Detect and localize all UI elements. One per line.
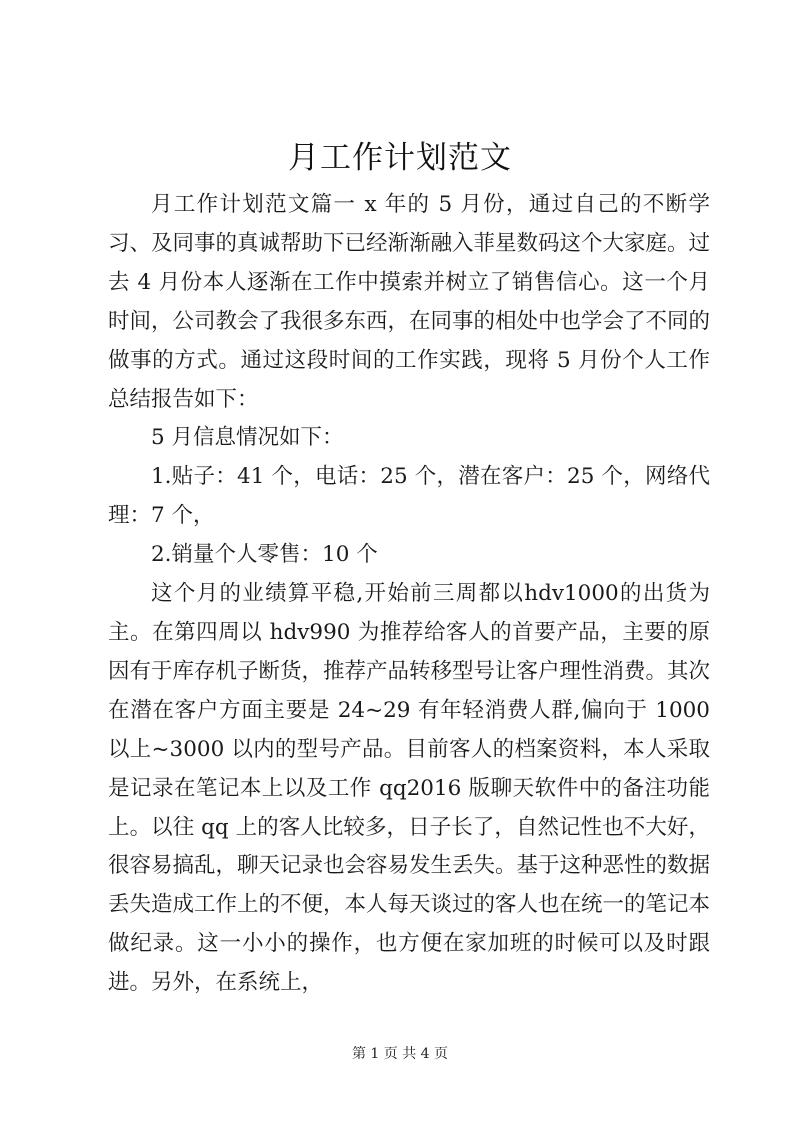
paragraph-performance: 这个月的业绩算平稳,开始前三周都以hdv1000的出货为主。在第四周以 hdv990 为推荐给客人的首要产品，主要的原因有于库存机子断货，推荐产品转移型号让客户理性消费。其次在潜在客户方面主要是 24~29 有年轻消费人群,偏向于 1000 以上~3000 以内的型号产品。目前客人的档案资料，本人采取是记录在笔记本上以及工作 qq2016 版聊天软件中的备注功能上。以往 qq 上的客人比较多，日子长了，自然记性也不大好，很容易搞乱，聊天记录也会容易发生丢失。基于这种恶性的数据丢失造成工作上的不便，本人每天谈过的客人也在统一的笔记本做纪录。这一小小的操作，也方便在家加班的时候可以及时跟进。另外，在系统上，: [108, 581, 711, 996]
paragraph-info-item-1: 1.贴子：41 个，电话：25 个，潜在客户：25 个，网络代理：7 个，: [108, 464, 710, 529]
paragraph-intro: 月工作计划范文篇一 x 年的 5 月份，通过自己的不断学习、及同事的真诚帮助下已经渐渐融入菲星数码这个大家庭。过去 4 月份本人逐渐在工作中摸索并树立了销售信心。这一个月时间，公司教会了我很多东西，在同事的相处中也学会了不同的做事的方式。通过这段时间的工作实践，现将 5 月份个人工作总结报告如下：: [108, 192, 711, 412]
paragraph-info-item-2: 2.销量个人零售：10 个: [151, 542, 378, 568]
document-body: [108, 186, 710, 1003]
document-title: 月工作计划范文: [288, 140, 512, 176]
page-footer: 第 1 页 共 4 页: [351, 1046, 449, 1062]
paragraph-info-heading: 5 月信息情况如下：: [151, 425, 344, 451]
